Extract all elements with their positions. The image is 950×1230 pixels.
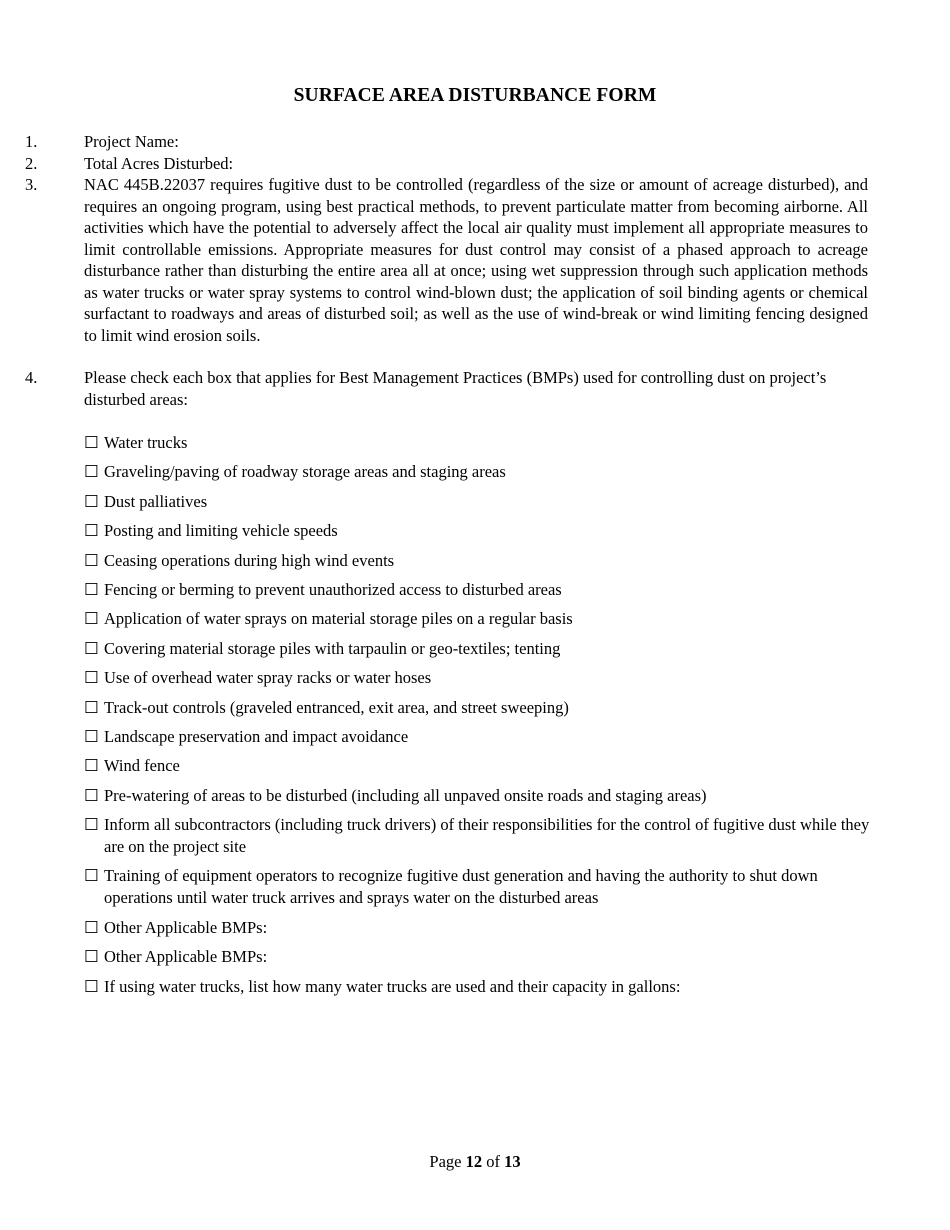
page-current: 12 [465, 1152, 483, 1171]
bmp-label: Pre-watering of areas to be disturbed (including all unpaved onsite roads and staging areas) [104, 785, 707, 805]
checkbox-icon[interactable]: ☐ [84, 433, 99, 452]
bmp-label: Other Applicable BMPs: [104, 917, 268, 937]
checkbox-icon[interactable]: ☐ [84, 866, 99, 886]
item-text: Total Acres Disturbed: [84, 153, 234, 173]
bmp-label: If using water trucks, list how many water trucks are used and their capacity in gallons: [104, 976, 681, 996]
bmp-label: Application of water sprays on material storage piles on a regular basis [104, 609, 573, 629]
bmp-checkbox-item[interactable] [84, 726, 874, 748]
item-text: Project Name: [84, 132, 179, 151]
checkbox-icon[interactable]: ☐ [84, 491, 99, 511]
bmp-checkbox-item[interactable] [84, 976, 874, 998]
bmp-checkbox-item[interactable] [84, 917, 874, 939]
bmp-checkbox-item[interactable] [84, 667, 874, 689]
bmp-checkbox-item[interactable] [84, 785, 874, 807]
bmp-checkbox-item[interactable] [84, 461, 874, 483]
bmp-checkbox-item[interactable] [84, 432, 874, 454]
bmp-label: Covering material storage piles with tarpaulin or geo-textiles; tenting [104, 638, 561, 658]
page-label: Page [429, 1152, 462, 1171]
checkbox-icon[interactable]: ☐ [84, 726, 99, 746]
bmp-label: Water trucks [104, 433, 188, 452]
bmp-label: Dust palliatives [104, 491, 208, 511]
checkbox-icon[interactable]: ☐ [84, 579, 99, 599]
checkbox-icon[interactable]: ☐ [84, 976, 99, 996]
checkbox-icon[interactable]: ☐ [84, 462, 99, 482]
checkbox-icon[interactable]: ☐ [84, 697, 99, 717]
bmp-label: Training of equipment operators to recognize fugitive dust generation and having the authority to shut down operations until water truck arrives and sprays water on the disturbed areas [104, 866, 818, 908]
bmp-label: Fencing or berming to prevent unauthorized access to disturbed areas [104, 579, 562, 599]
bmp-checkbox-item[interactable] [84, 579, 874, 601]
bmp-label: Posting and limiting vehicle speeds [104, 521, 338, 541]
bmp-checkbox-item[interactable] [84, 638, 874, 660]
bmp-checkbox-item[interactable] [84, 697, 874, 719]
bmp-label: Landscape preservation and impact avoidance [104, 726, 409, 746]
form-title: SURFACE AREA DISTURBANCE FORM [293, 85, 657, 106]
bmp-checkbox-item[interactable] [84, 755, 874, 777]
bmp-checkbox-item[interactable] [84, 520, 874, 542]
item-number: 2. [25, 153, 38, 173]
item-number: 3. [25, 175, 38, 194]
checkbox-icon[interactable]: ☐ [84, 668, 99, 688]
bmp-checkbox-item[interactable] [84, 608, 874, 630]
page-footer [0, 1152, 950, 1172]
bmp-checkbox-item[interactable] [84, 814, 874, 858]
bmp-label: Other Applicable BMPs: [104, 947, 268, 967]
bmp-label: Track-out controls (graveled entranced, exit area, and street sweeping) [104, 697, 569, 717]
item-number: 1. [25, 132, 38, 151]
bmp-label: Ceasing operations during high wind events [104, 550, 395, 570]
checkbox-icon[interactable]: ☐ [84, 521, 99, 541]
checkbox-icon[interactable]: ☐ [84, 638, 99, 658]
checkbox-icon[interactable]: ☐ [84, 756, 99, 776]
bmp-label: Use of overhead water spray racks or water hoses [104, 668, 432, 688]
checkbox-icon[interactable]: ☐ [84, 609, 99, 629]
item-text: Please check each box that applies for Best Management Practices (BMPs) used for controlling dust on project’s disturbed areas: [84, 368, 827, 409]
bmp-label: Inform all subcontractors (including truck drivers) of their responsibilities for the control of fugitive dust while they are on the project site [104, 815, 870, 857]
of-label: of [486, 1152, 500, 1171]
item-text: NAC 445B.22037 requires fugitive dust to be controlled (regardless of the size or amount of acreage disturbed), and requires an ongoing program, using best practical methods, to prevent particulate matter from becoming airborne. All activities which have the potential to adversely affect the local air quality must implement all appropriate measures to limit controllable emissions. Appropriate measures for dust control may consist of a phased approach to acreage disturbance rather than disturbing the entire area all at once; using wet suppression through such application methods as water trucks or water spray systems to control wind-blown dust; the application of soil binding agents or chemical surfactant to roadways and areas of disturbed soil; as well as the use of wind-break or wind limiting fencing designed to limit wind erosion soils. [84, 175, 868, 345]
page-total: 13 [504, 1152, 521, 1171]
bmp-checklist [84, 432, 874, 1005]
checkbox-icon[interactable]: ☐ [84, 550, 99, 570]
checkbox-icon[interactable]: ☐ [84, 785, 99, 805]
checkbox-icon[interactable]: ☐ [84, 947, 99, 967]
checkbox-icon[interactable]: ☐ [84, 815, 99, 835]
bmp-checkbox-item[interactable] [84, 550, 874, 572]
bmp-label: Wind fence [104, 756, 180, 776]
bmp-checkbox-item[interactable] [84, 946, 874, 968]
bmp-label: Graveling/paving of roadway storage areas and staging areas [104, 462, 506, 482]
checkbox-icon[interactable]: ☐ [84, 917, 99, 937]
bmp-checkbox-item[interactable] [84, 491, 874, 513]
bmp-checkbox-item[interactable] [84, 865, 874, 909]
item-number: 4. [25, 368, 38, 387]
